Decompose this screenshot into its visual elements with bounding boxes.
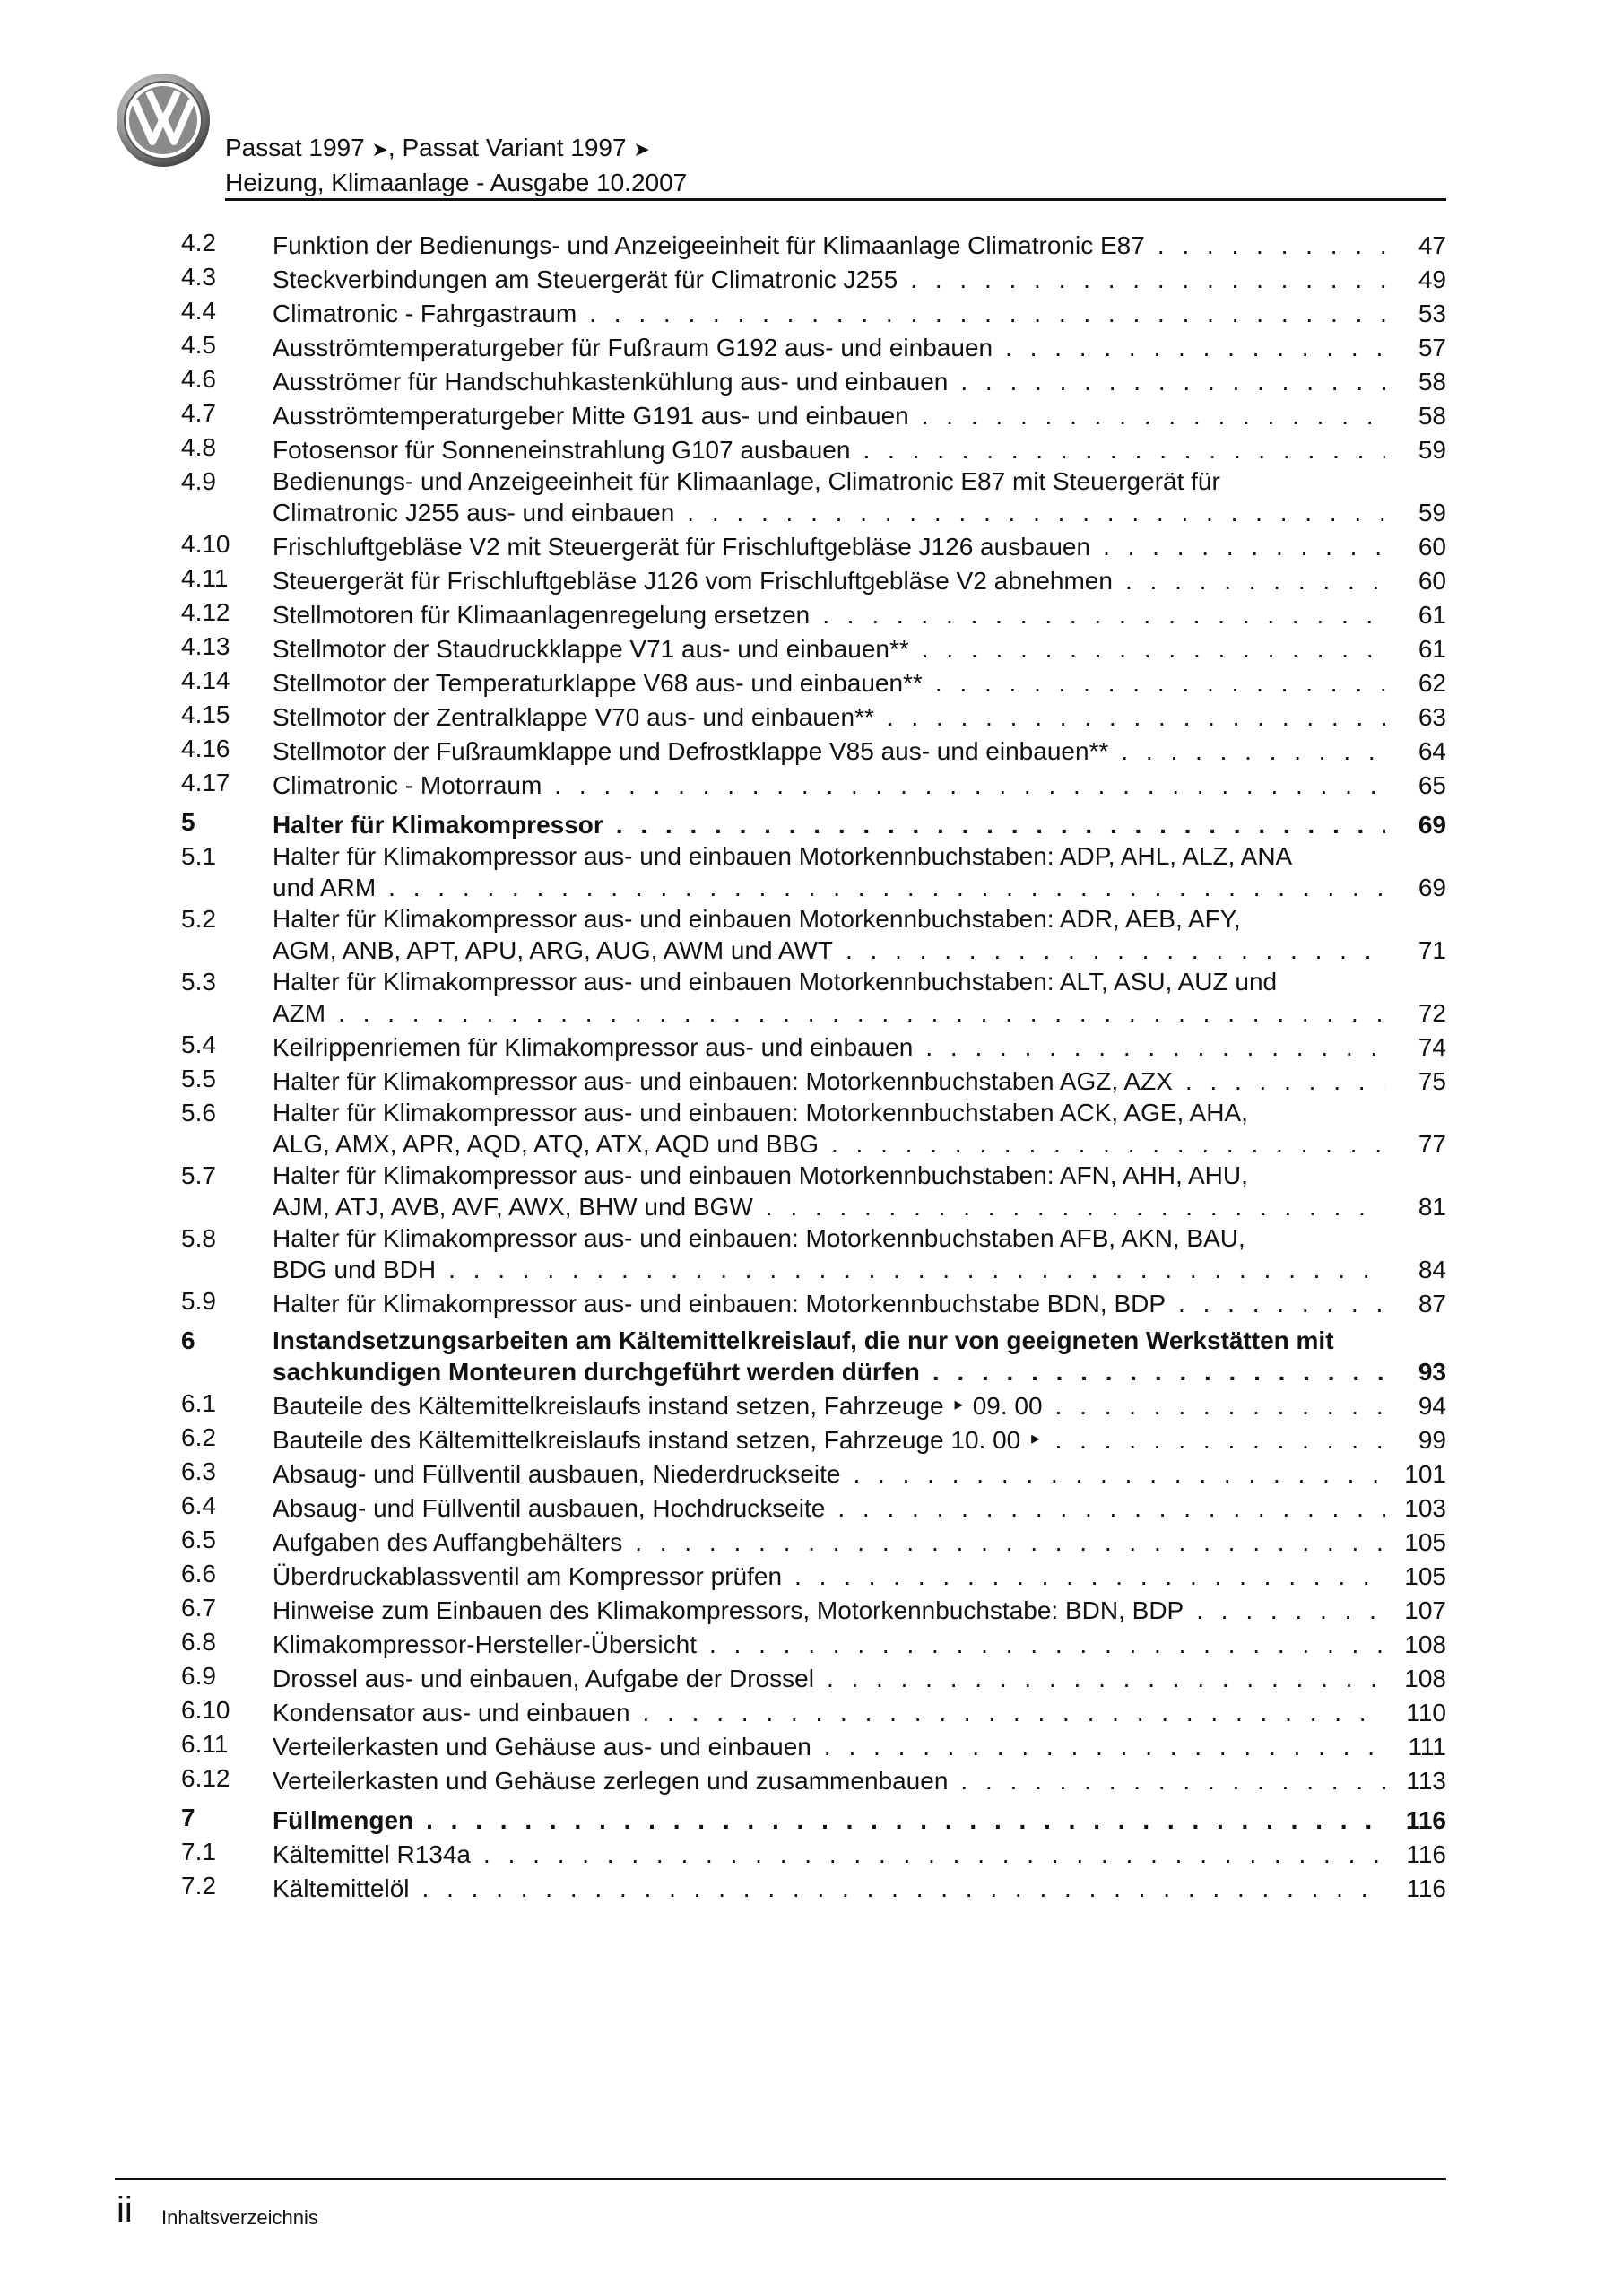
toc-entry-number: 4.12 [181,598,230,626]
toc-entry-number: 4.16 [181,735,230,762]
dot-leader [616,809,1385,840]
toc-entry-title: sachkundigen Monteuren durchgeführt werden dürfen [273,1358,920,1386]
toc-entry-title: Halter für Klimakompressor [273,811,603,839]
toc-entry-number: 4.17 [181,769,230,796]
toc-entry-number: 7.2 [181,1872,216,1900]
toc-entry-page: 60 [1418,533,1446,561]
toc-entry[interactable] [181,903,1446,966]
toc-entry-number: 5 [181,808,195,836]
dot-leader [687,497,1385,528]
dot-leader [824,1731,1385,1762]
toc-entry[interactable] [181,596,1446,631]
toc-entry-title: BDG und BDH [273,1256,437,1283]
toc-entry[interactable] [181,1802,1446,1836]
toc-entry[interactable] [181,1097,1446,1160]
dot-leader [794,1561,1385,1592]
dot-leader [766,1191,1385,1222]
dot-leader [1121,735,1385,767]
toc-entry-number: 6.10 [181,1696,230,1724]
toc-entry[interactable] [181,1490,1446,1524]
toc-entry-title: Halter für Klimakompressor aus- und einbauen: Motorkennbuchstaben AGZ, AZX [273,1067,1173,1095]
toc-entry-title: Climatronic - Motorraum [273,771,542,799]
toc-entry-page: 58 [1418,368,1446,396]
header-title [225,133,650,165]
toc-entry[interactable] [181,966,1446,1029]
toc-entry-title: Frischluftgebläse V2 mit Steuergerät für Frischluftgebläse J126 ausbauen [273,533,1091,561]
toc-entry[interactable] [181,528,1446,562]
toc-entry[interactable] [181,397,1446,431]
toc-entry-title: Aufgaben des Auffangbehälters [273,1528,623,1556]
toc-entry-number: 4.2 [181,229,216,257]
dot-leader [1055,1390,1385,1422]
table-of-contents [181,227,1446,1904]
toc-entry-number: 4.5 [181,331,216,359]
toc-entry-page: 57 [1418,334,1446,361]
toc-entry[interactable] [181,465,1446,528]
toc-entry-number: 5.6 [181,1099,216,1126]
toc-entry-page: 71 [1418,936,1446,964]
dot-leader [863,434,1385,465]
toc-entry-number: 5.5 [181,1065,216,1092]
toc-entry[interactable] [181,1422,1446,1456]
toc-entry-title: Hinweise zum Einbauen des Klimakompressors, Motorkennbuchstabe: BDN, BDP [273,1596,1184,1624]
dot-leader [426,1805,1385,1836]
toc-entry[interactable] [181,1063,1446,1097]
toc-entry-page: 64 [1418,737,1446,765]
toc-entry-title: Ausströmtemperaturgeber Mitte G191 aus- und einbauen [273,402,909,430]
toc-entry-page: 62 [1418,669,1446,697]
toc-entry-page: 113 [1406,1767,1446,1795]
toc-entry[interactable] [181,1029,1446,1063]
dot-leader [1185,1065,1385,1097]
toc-entry-number: 4.14 [181,666,230,694]
dot-leader [837,1492,1385,1524]
dot-leader [887,701,1385,733]
toc-entry-page: 105 [1404,1562,1446,1590]
toc-entry-page: 69 [1418,874,1446,901]
header-model-2: , Passat Variant 1997 [387,134,627,161]
toc-entry-page: 77 [1418,1130,1446,1158]
dot-leader [831,1128,1385,1160]
arrow-right-icon: ➤ [633,138,650,161]
toc-entry-title: AGM, ANB, APT, APU, ARG, AUG, AWM und AWT [273,936,833,964]
dot-leader [935,667,1385,699]
toc-entry[interactable] [181,1160,1446,1222]
toc-entry-number: 5.8 [181,1224,216,1252]
toc-entry[interactable] [181,631,1446,665]
toc-entry-title: Drossel aus- und einbauen, Aufgabe der Drossel [273,1665,814,1692]
dot-leader [422,1873,1385,1904]
toc-entry-title: Instandsetzungsarbeiten am Kältemittelkreislauf, die nur von geeigneten Werkstätten mit [273,1326,1334,1354]
toc-entry-page: 47 [1418,231,1446,259]
dot-leader [643,1697,1385,1728]
toc-entry-page: 108 [1404,1665,1446,1692]
toc-entry-title: Halter für Klimakompressor aus- und einbauen Motorkennbuchstaben: ALT, ASU, AUZ und [273,968,1278,996]
toc-entry-title: Keilrippenriemen für Klimakompressor aus- und einbauen [273,1033,914,1061]
toc-entry-number: 4.4 [181,297,216,325]
dot-leader [1178,1288,1385,1319]
toc-entry-title: Stellmotor der Fußraumklappe und Defrostklappe V85 aus- und einbauen** [273,737,1109,765]
toc-entry-number: 5.2 [181,905,216,933]
toc-entry[interactable] [181,1728,1446,1762]
toc-entry-title: Steuergerät für Frischluftgebläse J126 vom Frischluftgebläse V2 abnehmen [273,567,1113,595]
toc-entry-title: Ausströmer für Handschuhkastenkühlung aus- und einbauen [273,368,949,396]
dot-leader [932,1356,1385,1387]
toc-entry-number: 5.3 [181,968,216,996]
toc-entry-page: 108 [1404,1631,1446,1658]
dot-leader [910,264,1385,295]
toc-entry-number: 5.4 [181,1031,216,1058]
toc-entry-number: 4.3 [181,263,216,291]
toc-entry[interactable] [181,1222,1446,1285]
toc-entry-title: Halter für Klimakompressor aus- und einbauen: Motorkennbuchstaben AFB, AKN, BAU, [273,1224,1245,1252]
toc-entry-page: 58 [1418,402,1446,430]
toc-entry-page: 116 [1406,1874,1446,1902]
toc-entry-page: 116 [1406,1840,1446,1868]
toc-entry-number: 6.11 [181,1730,229,1758]
dot-leader [448,1254,1385,1285]
toc-entry-title: Kältemittel R134a [273,1840,472,1868]
toc-entry-number: 6.12 [181,1764,230,1792]
toc-entry-number: 4.8 [181,433,216,461]
toc-entry-title: Halter für Klimakompressor aus- und einbauen Motorkennbuchstaben: AFN, AHH, AHU, [273,1161,1248,1189]
toc-entry-number: 6.2 [181,1423,216,1451]
toc-entry[interactable] [181,1870,1446,1904]
toc-entry-page: 116 [1405,1806,1446,1834]
toc-entry[interactable] [181,665,1446,699]
toc-entry-page: 103 [1404,1494,1446,1522]
toc-entry[interactable] [181,840,1446,903]
toc-entry-page: 63 [1418,703,1446,731]
toc-entry[interactable] [181,1626,1446,1660]
toc-entry[interactable] [181,363,1446,397]
toc-entry[interactable] [181,329,1446,363]
dot-leader [1158,230,1385,261]
toc-entry-title: Stellmotor der Temperaturklappe V68 aus- und einbauen** [273,669,923,697]
toc-entry-title: ALG, AMX, APR, AQD, ATQ, ATX, AQD und BBG [273,1130,819,1158]
toc-entry-number: 6.9 [181,1662,216,1690]
dot-leader [1005,332,1385,363]
dot-leader [960,366,1385,397]
toc-entry-title: Funktion der Bedienungs- und Anzeigeeinheit für Klimaanlage Climatronic E87 [273,231,1145,259]
toc-entry-number: 7.1 [181,1838,216,1866]
toc-entry-title: Absaug- und Füllventil ausbauen, Hochdruckseite [273,1494,826,1522]
dot-leader [960,1765,1385,1796]
toc-entry-number: 4.11 [181,564,229,592]
toc-entry[interactable] [181,1456,1446,1490]
dot-leader [854,1458,1386,1490]
arrow-right-icon: ➤ [371,138,388,161]
toc-entry-page: 61 [1418,635,1446,663]
dot-leader [635,1526,1385,1558]
toc-entry-page: 49 [1418,265,1446,293]
toc-entry-title: Bedienungs- und Anzeigeeinheit für Klimaanlage, Climatronic E87 mit Steuergerät für [273,467,1220,495]
toc-entry-title: Verteilerkasten und Gehäuse aus- und einbauen [273,1733,811,1761]
toc-entry[interactable] [181,1558,1446,1592]
toc-entry-title: Stellmotoren für Klimaanlagenregelung ersetzen [273,601,811,629]
footer-label: Inhaltsverzeichnis [161,2206,318,2229]
toc-entry-title: Absaug- und Füllventil ausbauen, Niederdruckseite [273,1460,841,1488]
dot-leader [554,770,1385,801]
toc-entry-page: 72 [1418,999,1446,1027]
dot-leader [846,935,1385,966]
toc-entry-page: 81 [1418,1193,1446,1221]
toc-entry-title: Kältemittelöl [273,1874,410,1902]
toc-entry-title: Halter für Klimakompressor aus- und einbauen: Motorkennbuchstabe BDN, BDP [273,1290,1167,1318]
dot-leader [1103,531,1385,562]
header-subtitle: Heizung, Klimaanlage - Ausgabe 10.2007 [225,169,688,196]
toc-entry[interactable] [181,261,1446,295]
toc-entry-title: Füllmengen [273,1806,414,1834]
dot-leader [922,400,1385,431]
toc-entry-page: 107 [1404,1596,1446,1624]
toc-entry-page: 87 [1418,1290,1446,1318]
toc-entry-number: 5.7 [181,1161,216,1189]
dot-leader [827,1663,1385,1694]
toc-entry-number: 4.10 [181,530,230,558]
toc-entry[interactable] [181,1387,1446,1422]
header-divider [225,198,1446,201]
toc-entry-title: Halter für Klimakompressor aus- und einbauen: Motorkennbuchstaben ACK, AGE, AHA, [273,1099,1248,1126]
toc-entry-title: Climatronic J255 aus- und einbauen [273,499,675,526]
toc-entry-title: Halter für Klimakompressor aus- und einbauen Motorkennbuchstaben: ADP, AHL, ALZ, ANA [273,842,1293,870]
toc-entry-page: 61 [1418,601,1446,629]
toc-entry-title: Fotosensor für Sonneneinstrahlung G107 ausbauen [273,436,851,464]
toc-entry[interactable] [181,1285,1446,1319]
dot-leader [1196,1595,1385,1626]
toc-entry-title: Climatronic - Fahrgastraum [273,300,577,327]
dot-leader [922,633,1385,665]
toc-entry-number: 6.6 [181,1560,216,1587]
toc-entry-page: 75 [1418,1067,1446,1095]
toc-entry-title: Kondensator aus- und einbauen [273,1699,630,1726]
toc-entry-page: 94 [1418,1392,1446,1420]
toc-entry-title: AZM [273,999,326,1027]
dot-leader [925,1031,1385,1063]
toc-entry-title: Ausströmtemperaturgeber für Fußraum G192 aus- und einbauen [273,334,993,361]
toc-entry-page: 69 [1418,811,1446,839]
toc-entry[interactable] [181,767,1446,801]
toc-entry[interactable] [181,295,1446,329]
toc-entry-title: Halter für Klimakompressor aus- und einbauen Motorkennbuchstaben: ADR, AEB, AFY, [273,905,1241,933]
toc-entry[interactable] [181,1762,1446,1796]
toc-entry[interactable] [181,733,1446,767]
dot-leader [388,872,1385,903]
toc-entry-number: 4.6 [181,365,216,393]
toc-entry-number: 6 [181,1326,195,1354]
toc-entry-page: 111 [1408,1733,1446,1761]
toc-entry-page: 60 [1418,567,1446,595]
toc-entry-number: 4.9 [181,467,216,495]
toc-entry-page: 105 [1404,1528,1446,1556]
dot-leader [822,599,1385,631]
toc-entry-title: Bauteile des Kältemittelkreislaufs instand setzen, Fahrzeuge 10. 00 ‣ [273,1426,1043,1454]
dot-leader [483,1839,1385,1870]
toc-entry-page: 59 [1418,499,1446,526]
toc-entry-title: Überdruckablassventil am Kompressor prüfen [273,1562,783,1590]
toc-entry[interactable] [181,1836,1446,1870]
toc-entry-number: 7 [181,1804,195,1831]
toc-entry-page: 110 [1406,1699,1446,1726]
toc-entry[interactable] [181,431,1446,465]
toc-entry-number: 6.5 [181,1526,216,1553]
toc-entry-page: 101 [1404,1460,1446,1488]
toc-entry-number: 6.4 [181,1492,216,1519]
dot-leader [589,298,1385,329]
toc-entry[interactable] [181,1694,1446,1728]
toc-entry-number: 4.13 [181,632,230,660]
toc-entry-number: 6.7 [181,1594,216,1622]
toc-entry-number: 4.7 [181,399,216,427]
toc-entry-page: 93 [1418,1358,1446,1386]
toc-entry[interactable] [181,806,1446,840]
toc-entry-title: AJM, ATJ, AVB, AVF, AWX, BHW und BGW [273,1193,753,1221]
toc-entry-title: Stellmotor der Zentralklappe V70 aus- und einbauen** [273,703,874,731]
toc-entry-page: 99 [1418,1426,1446,1454]
toc-entry-number: 6.1 [181,1389,216,1417]
toc-entry-page: 84 [1418,1256,1446,1283]
toc-entry-number: 5.9 [181,1287,216,1315]
toc-entry[interactable] [181,562,1446,596]
footer-divider [115,2178,1446,2180]
toc-entry-number: 4.15 [181,700,230,728]
toc-entry-number: 6.8 [181,1628,216,1656]
toc-entry-page: 74 [1418,1033,1446,1061]
toc-entry-title: Klimakompressor-Hersteller-Übersicht [273,1631,697,1658]
toc-entry[interactable] [181,699,1446,733]
vw-logo [115,72,212,169]
header-model-1: Passat 1997 [225,134,365,161]
toc-entry-title: Bauteile des Kältemittelkreislaufs instand setzen, Fahrzeuge ‣ 09. 00 [273,1392,1043,1420]
dot-leader [1055,1424,1385,1456]
toc-entry-number: 5.1 [181,842,216,870]
toc-entry[interactable] [181,1524,1446,1558]
toc-entry[interactable] [181,1325,1446,1387]
toc-entry[interactable] [181,227,1446,261]
toc-entry[interactable] [181,1592,1446,1626]
dot-leader [709,1629,1385,1660]
dot-leader [338,997,1385,1029]
toc-entry-title: Stellmotor der Staudruckklappe V71 aus- und einbauen** [273,635,909,663]
dot-leader [1125,565,1385,596]
toc-entry-title: Steckverbindungen am Steuergerät für Climatronic J255 [273,265,898,293]
toc-entry-title: und ARM [273,874,377,901]
toc-entry-page: 59 [1418,436,1446,464]
toc-entry-title: Verteilerkasten und Gehäuse zerlegen und zusammenbauen [273,1767,949,1795]
footer-page-number: ii [117,2190,133,2230]
toc-entry-page: 53 [1418,300,1446,327]
toc-entry-number: 6.3 [181,1457,216,1485]
toc-entry[interactable] [181,1660,1446,1694]
toc-entry-page: 65 [1418,771,1446,799]
